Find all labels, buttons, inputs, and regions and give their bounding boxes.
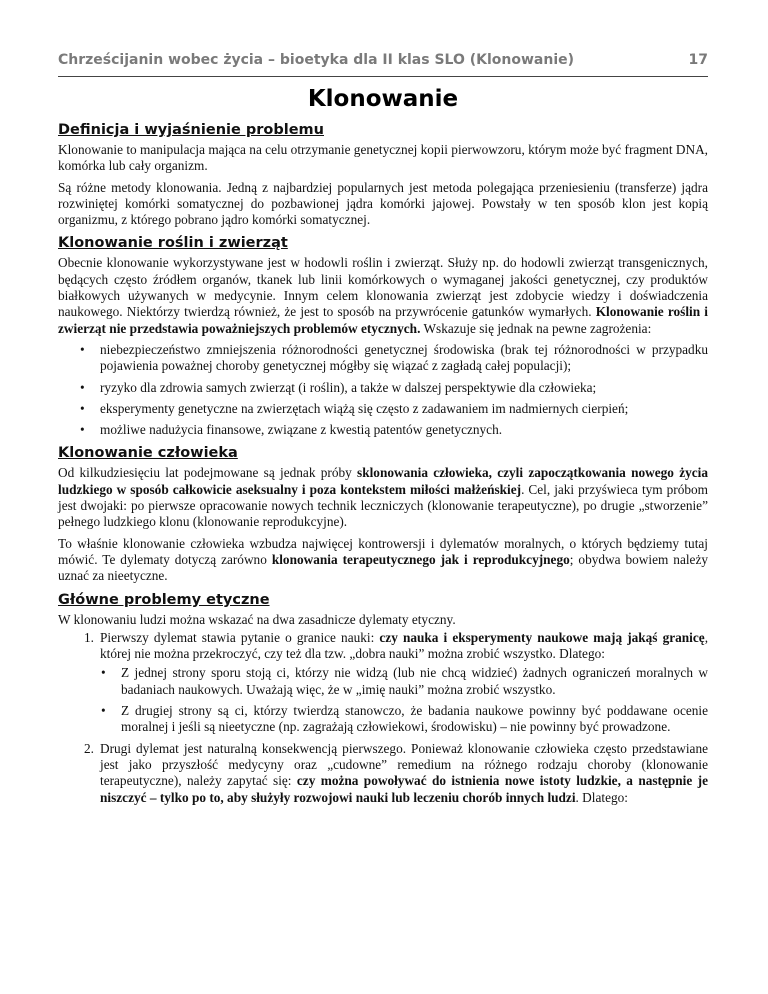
document-body [58, 120, 708, 810]
text-run: Obecnie klonowanie wykorzystywane jest w hodowli roślin i zwierząt. Służy np. do hodowli zwierząt transgenicznych, będących często źródłem organów, tkanek lub linii komórkowych o wymaganej jakości genetycznej, czy produktów białkowych używanych w medycynie. Innym celem klonowania zwierząt jest zdobycie wiedzy i doświadczenia naukowego. Niektórzy twierdzą również, że jest to sposób na przywrócenie gatunków wymarłych. [58, 255, 708, 320]
list-item: • niebezpieczeństwo zmniejszenia różnorodności genetycznej środowiska (brak tej różnorodności w przypadku pojawienia poważnej choroby genetycznej mógłby się wiązać z zagładą całej populacji); [100, 342, 708, 375]
running-header [58, 52, 708, 74]
dilemmas-list [58, 630, 708, 806]
item-number: 1. [84, 629, 94, 645]
section-heading-ethical-problems: Główne problemy etyczne [58, 591, 270, 608]
section-heading-definition: Definicja i wyjaśnienie problemu [58, 122, 324, 138]
header-divider [58, 76, 708, 77]
page-title: Klonowanie [307, 86, 459, 112]
bold-text: czy można powoływać do istnienia nowe istoty ludzkie, a następnie je niszczyć – tylko po to, aby służyły rozwojowi nauki lub leczeniu chorób innych ludzi [100, 773, 708, 805]
threats-list [58, 342, 708, 438]
paragraph [58, 255, 708, 336]
section-heading-plants-animals: Klonowanie roślin i zwierząt [58, 235, 288, 252]
list-item: • ryzyko dla zdrowia samych zwierząt (i roślin), a także w dalszej perspektywie dla człowieka; [100, 380, 708, 396]
text-run: Od kilkudziesięciu lat podejmowane są jednak próby [58, 465, 358, 481]
text-run: Wskazuje się jednak na pewne zagrożenia: [420, 320, 652, 336]
bold-text: czy nauka i eksperymenty naukowe mają jakąś granicę [379, 629, 705, 645]
paragraph: Są różne metody klonowania. Jedną z najbardziej popularnych jest metoda polegająca przeniesieniu (transferze) jądra rozwiniętej komórki somatycznej do pozbawionej jądra komórki jajowej. Powstały w ten sposób klon jest kopią organizmu, z którego pobrano jądro komórki somatycznej. [58, 179, 708, 228]
paragraph: W klonowaniu ludzi można wskazać na dwa zasadnicze dylematy etyczny. [58, 611, 456, 627]
paragraph [58, 536, 708, 585]
list-item: • możliwe nadużycia finansowe, związane z kwestią patentów genetycznych. [100, 422, 708, 438]
section-heading-human-cloning: Klonowanie człowieka [58, 445, 238, 462]
text-run: , której nie można przekroczyć, czy też dla tzw. „dobra nauki” można zrobić wszystko. Dlatego: [100, 629, 709, 662]
text-run: . Cel, jaki przyświeca tym próbom jest dwojaki: po pierwsze opracowanie nowych technik leczniczych (klonowanie terapeutyczne), po drugie „stworzenie” pełnego ludzkiego klonu (klonowanie reprodukcyjne). [58, 481, 708, 530]
paragraph: Klonowanie to manipulacja mająca na celu otrzymanie genetycznej kopii pierwowzoru, którym może być fragment DNA, komórka lub cały organizm. [58, 142, 708, 174]
text-run: ; obydwa bowiem należy uznać za nieetyczne. [58, 551, 708, 584]
bold-text: Klonowanie roślin i zwierząt nie przedstawia poważniejszych problemów etycznych. [58, 304, 708, 336]
sub-list [100, 665, 708, 735]
bold-text: klonowania terapeutycznego jak i reprodukcyjnego [271, 551, 570, 567]
bold-text: sklonowania człowieka, czyli zapoczątkowania nowego życia ludzkiego w sposób całkowicie aseksualny i poza kontekstem miłości małżeńskiej [58, 465, 709, 497]
text-run: . Dlatego: [575, 789, 628, 805]
text-run: Pierwszy dylemat stawia pytanie o granice nauki: [100, 629, 380, 645]
list-item: • eksperymenty genetyczne na zwierzętach wiążą się często z zadawaniem im nadmiernych cierpień; [100, 401, 708, 417]
numbered-item [84, 629, 709, 736]
item-number: 2. [84, 740, 94, 756]
numbered-item [84, 740, 708, 806]
list-item: • Z jednej strony sporu stoją ci, którzy nie widzą (lub nie chcą widzieć) żadnych ograniczeń moralnych w badaniach naukowych. Uważają więc, że w „imię nauki” można zrobić wszystko. [121, 665, 708, 698]
list-item: • Z drugiej strony są ci, którzy twierdzą stanowczo, że badania naukowe powinny być poddawane ocenie moralnej i jeśli są nieetyczne (np. zagrażają człowiekowi, środowisku) – nie powinny być prowadzone. [121, 703, 708, 736]
page-number: 17 [688, 52, 708, 68]
text-run: To właśnie klonowanie człowieka wzbudza najwięcej kontrowersji i dylematów moralnych, o których będziemy tutaj mówić. Te dylematy dotyczą zarówno [58, 535, 708, 567]
paragraph [58, 465, 708, 530]
text-run: Drugi dylemat jest naturalną konsekwencją pierwszego. Ponieważ klonowanie człowieka często przedstawiane jest jako przyszłość medycyny oraz „cudowne” remedium na różnego rodzaju choroby (klonowanie terapeutyczne), należy zapytać się: [100, 740, 708, 789]
running-title: Chrześcijanin wobec życia – bioetyka dla II klas SLO (Klonowanie) [58, 52, 575, 68]
